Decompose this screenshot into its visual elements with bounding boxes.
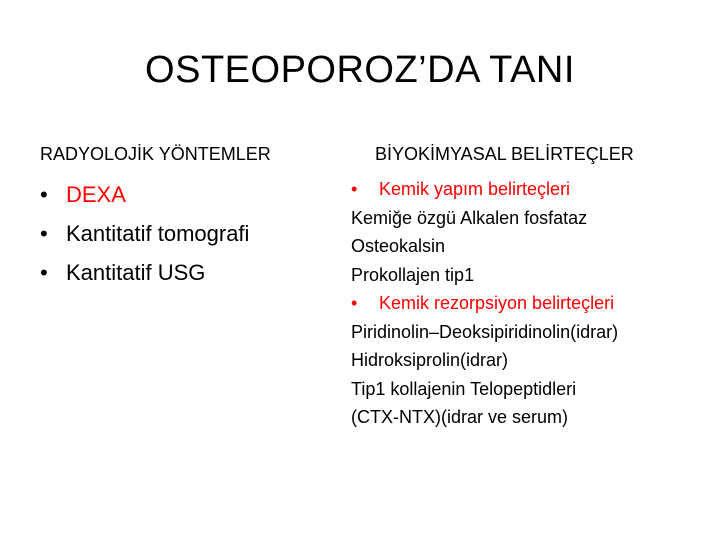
- bullet-icon: •: [40, 182, 48, 207]
- list-item-label: Kemik rezorpsiyon belirteçleri: [379, 293, 615, 313]
- list-item: [40, 175, 249, 214]
- page-title: OSTEOPOROZ’DA TANI: [145, 49, 575, 91]
- radiology-methods-list: [40, 175, 249, 292]
- list-item: [351, 289, 618, 318]
- list-item: Osteokalsin: [351, 236, 446, 256]
- list-item-label: Kemik yapım belirteçleri: [379, 179, 571, 199]
- list-item: [40, 253, 249, 292]
- list-item: Tip1 kollajenin Telopeptidleri: [351, 378, 577, 399]
- bullet-icon: •: [351, 179, 358, 199]
- list-item: (CTX-NTX)(idrar ve serum): [351, 407, 569, 427]
- list-item: Kemiğe özgü Alkalen fosfataz: [351, 207, 588, 228]
- bullet-icon: •: [351, 293, 358, 313]
- bullet-icon: •: [40, 221, 48, 246]
- list-item: Prokollajen tip1: [351, 264, 475, 285]
- list-item-label: DEXA: [66, 182, 126, 207]
- list-item: [351, 175, 618, 204]
- bullet-icon: •: [40, 260, 48, 285]
- list-item-label: Kantitatif USG: [66, 260, 206, 285]
- list-item: [40, 214, 249, 253]
- list-item: Piridinolin–Deoksipiridinolin(idrar): [351, 321, 619, 342]
- list-item-label: Kantitatif tomografi: [66, 221, 250, 246]
- list-item: Hidroksiprolin(idrar): [351, 350, 509, 370]
- radiology-methods-heading: RADYOLOJİK YÖNTEMLER: [40, 144, 271, 164]
- biochemical-markers-heading: BİYOKİMYASAL BELİRTEÇLER: [375, 144, 634, 164]
- biochemical-markers-list: [351, 175, 618, 432]
